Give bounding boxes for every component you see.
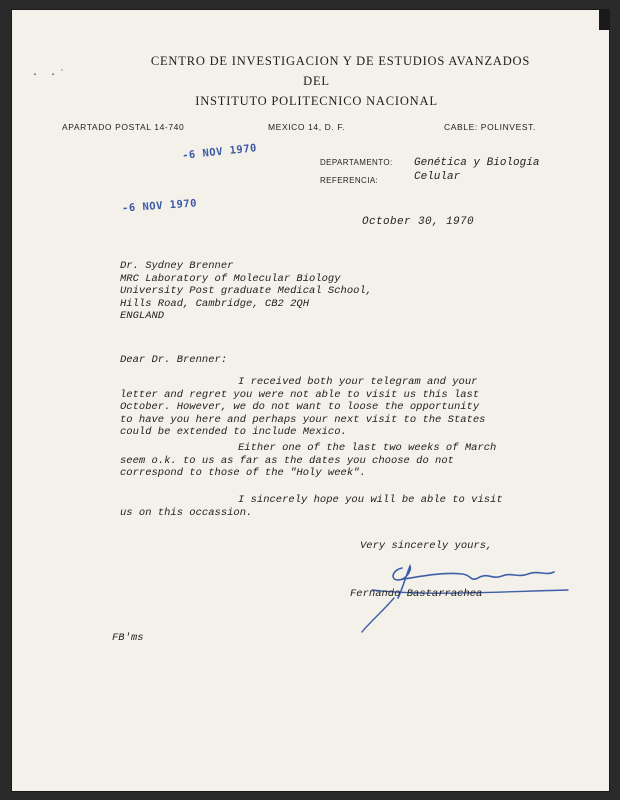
letter-date: October 30, 1970 — [362, 216, 475, 228]
signer-name: Fernando Bastarrachea — [350, 588, 483, 600]
paragraph-line: to have you here and perhaps your next visit to the States — [120, 413, 486, 426]
paragraph-3 — [120, 494, 540, 519]
paragraph-line: Either one of the last two weeks of March — [238, 442, 497, 454]
paragraph-line: could be extended to include Mexico. — [120, 426, 347, 438]
recipient-line: ENGLAND — [120, 310, 165, 322]
letterhead-line-2: DEL — [303, 74, 330, 88]
recipient-line: MRC Laboratory of Molecular Biology — [120, 272, 341, 285]
margin-marks: · ·˙ — [32, 70, 69, 81]
address-cable: CABLE: POLINVEST. — [444, 122, 536, 132]
page-corner-tab — [599, 10, 609, 30]
paragraph-line: I received both your telegram and your — [238, 376, 478, 388]
paragraph-line: letter and regret you were not able to visit us this last — [120, 388, 480, 401]
letterhead-line-1: CENTRO DE INVESTIGACION Y DE ESTUDIOS AVANZADOS — [150, 54, 531, 68]
paragraph-line: correspond to those of the "Holy week". — [120, 467, 366, 479]
letterhead-line-3: INSTITUTO POLITECNICO NACIONAL — [195, 94, 438, 108]
address-city: MEXICO 14, D. F. — [268, 122, 346, 132]
paragraph-line: October. However, we do not want to loose the opportunity — [120, 401, 480, 413]
recipient-line: University Post graduate Medical School, — [120, 285, 373, 297]
letter-page — [12, 10, 609, 791]
typist-initials: FB'ms — [112, 632, 144, 644]
departamento-value: Genética y Biología Celular — [414, 157, 540, 183]
paragraph-line: seem o.k. to us as far as the dates you choose do not — [120, 454, 454, 467]
departamento-label: DEPARTAMENTO: — [320, 158, 393, 167]
salutation: Dear Dr. Brenner: — [120, 354, 228, 366]
address-postal: APARTADO POSTAL 14-740 — [62, 122, 185, 132]
recipient-line: Dr. Sydney Brenner — [120, 260, 234, 272]
paragraph-line: I sincerely hope you will be able to visit — [238, 494, 503, 506]
closing: Very sincerely yours, — [360, 540, 493, 552]
paragraph-2 — [120, 442, 540, 480]
referencia-label: REFERENCIA: — [320, 176, 379, 185]
received-stamp-2: -6 NOV 1970 — [121, 197, 198, 215]
recipient-line: Hills Road, Cambridge, CB2 2QH — [120, 297, 310, 310]
paragraph-1 — [120, 376, 540, 439]
received-stamp-1: -6 NOV 1970 — [181, 142, 258, 162]
paragraph-line: us on this occassion. — [120, 506, 253, 519]
recipient-address — [120, 260, 372, 323]
